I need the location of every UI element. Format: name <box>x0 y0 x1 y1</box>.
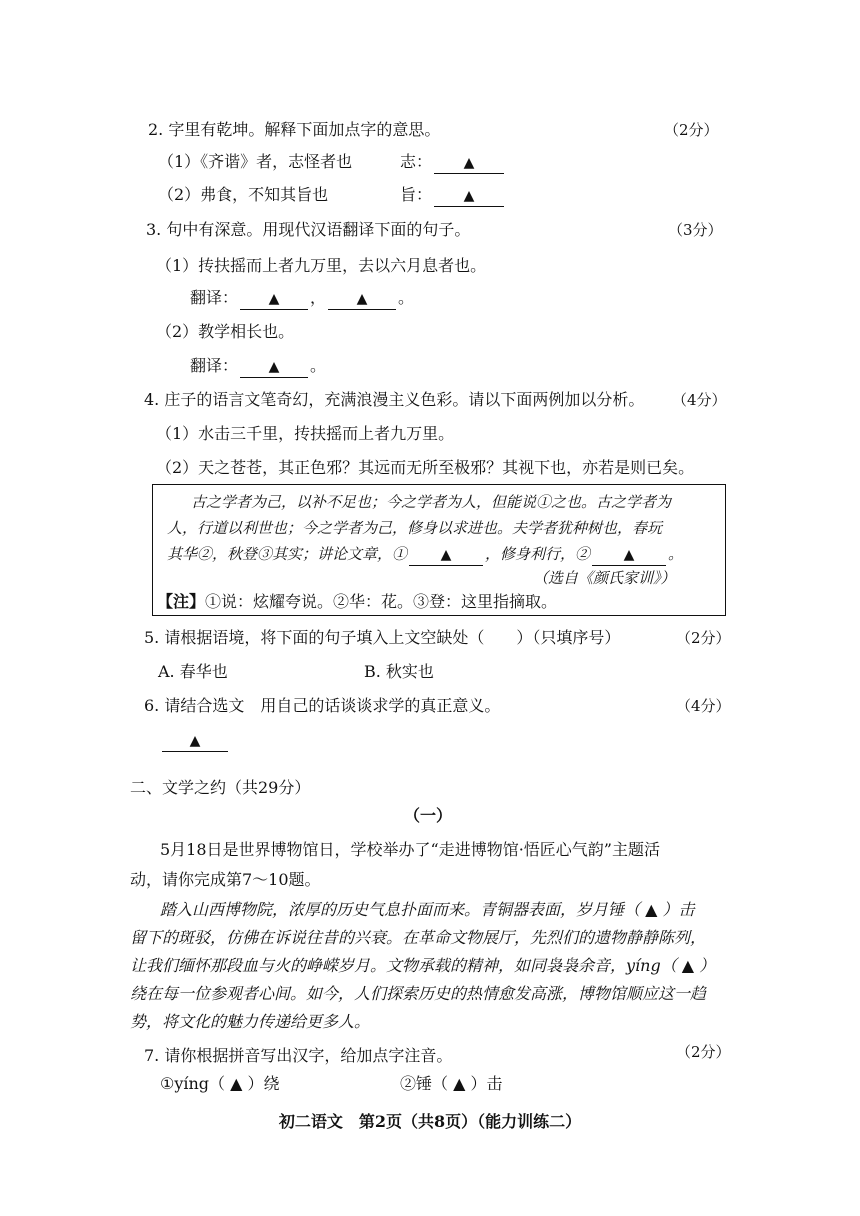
page-footer: 初二语文 第2页（共8页）（能力训练二） <box>278 1112 582 1131</box>
passage-line-3b: ，修身利行，② <box>485 545 591 563</box>
translate-label: 翻译： <box>190 356 239 375</box>
triangle-icon: ▲ <box>463 155 475 171</box>
q6-stem: 6. 请结合选文 用自己的话谈谈求学的真正意义。 <box>144 696 501 715</box>
translate-label: 翻译： <box>190 288 239 307</box>
q4-score: （4分） <box>672 391 727 409</box>
triangle-icon: ▲ <box>440 547 452 563</box>
triangle-icon: ▲ <box>268 291 280 307</box>
intro-line-2: 动，请你完成第7～10题。 <box>130 870 321 889</box>
passage-line-3a: 其华②，秋登③其实；讲论文章，① <box>167 545 408 563</box>
q4-item-2: （2）天之苍苍，其正色邪？其远而无所至极邪？其视下也，亦若是则已矣。 <box>156 458 695 477</box>
q3-score: （3分） <box>668 221 723 239</box>
reading-line-4: 绕在每一位参观者心间。如今，人们探索历史的热情愈发高涨，博物馆顺应这一趋 <box>130 984 707 1003</box>
passage-source: （选自《颜氏家训》） <box>533 569 676 587</box>
passage-line-2: 人，行道以利世也；今之学者为己，修身以求进也。夫学者犹种树也，春玩 <box>167 519 663 537</box>
answer-blank[interactable] <box>434 185 504 207</box>
q7-item-1[interactable]: ①yíng（ ▲ ）绕 <box>160 1074 280 1093</box>
answer-blank[interactable] <box>434 152 504 174</box>
note-text: ①说：炫耀夸说。②华：花。③登：这里指摘取。 <box>205 592 558 611</box>
passage-line-3 <box>167 543 683 566</box>
passage-box <box>152 484 726 616</box>
q5-option-b[interactable]: B. 秋实也 <box>364 662 434 681</box>
q3-translate-2: 翻译： ▲ 。 <box>190 354 326 378</box>
q4-item-1: （1）水击三千里，抟扶摇而上者九万里。 <box>156 424 455 443</box>
triangle-icon: ▲ <box>623 547 635 563</box>
q2-score: （2分） <box>664 121 719 139</box>
q2-item-2-answer <box>400 183 506 207</box>
intro-line-1: 5月18日是世界博物馆日，学校举办了“走进博物馆·悟匠心气韵”主题活 <box>160 840 660 859</box>
q2-item-2 <box>158 183 328 207</box>
q2-item-2-label: 旨： <box>400 185 433 204</box>
reading-line-5: 势，将文化的魅力传递给更多人。 <box>130 1012 371 1031</box>
q2-stem: 2. 字里有乾坤。解释下面加点字的意思。 <box>148 120 441 139</box>
q7-score: （2分） <box>676 1043 731 1061</box>
passage-line-1: 古之学者为己，以补不足也；今之学者为人，但能说①之也。古之学者为 <box>191 493 672 511</box>
note-tag: 【注】 <box>157 592 206 611</box>
section-2-subtitle: （一） <box>404 806 453 825</box>
reading-line-3: 让我们缅怀那段血与火的峥嵘岁月。文物承载的精神，如同袅袅余音，yíng（ ▲ ） <box>130 956 716 975</box>
q2-item-1-answer <box>400 150 506 174</box>
q6-answer <box>160 728 230 752</box>
triangle-icon: ▲ <box>356 291 368 307</box>
q5-score: （2分） <box>676 629 731 647</box>
triangle-icon: ▲ <box>189 733 201 749</box>
answer-blank[interactable] <box>240 288 308 310</box>
q6-score: （4分） <box>676 697 731 715</box>
q7-item-2[interactable]: ②锤（ ▲ ）击 <box>400 1074 503 1093</box>
answer-blank[interactable] <box>592 544 666 566</box>
q2-item-1 <box>158 150 352 174</box>
section-2-title: 二、文学之约（共29分） <box>130 778 311 797</box>
q3-stem: 3. 句中有深意。用现代汉语翻译下面的句子。 <box>146 220 471 239</box>
answer-blank[interactable] <box>409 544 483 566</box>
passage-line-3c: 。 <box>668 545 684 563</box>
q2-item-1-label: 志： <box>400 152 433 171</box>
answer-blank[interactable] <box>162 730 228 752</box>
answer-blank[interactable] <box>328 288 396 310</box>
triangle-icon: ▲ <box>268 359 280 375</box>
triangle-icon: ▲ <box>463 188 475 204</box>
q5-stem: 5. 请根据语境，将下面的句子填入上文空缺处（ ）（只填序号） <box>144 628 621 647</box>
q3-item-1: （1）抟扶摇而上者九万里，去以六月息者也。 <box>156 256 487 275</box>
answer-blank[interactable] <box>240 356 308 378</box>
q4-stem: 4. 庄子的语言文笔奇幻，充满浪漫主义色彩。请以下面两例加以分析。 <box>144 390 645 409</box>
q3-translate-1: 翻译： ▲ ， ▲ 。 <box>190 286 414 310</box>
q2-item-2-text: （2）弗食，不知其旨也 <box>158 185 329 204</box>
q2-item-1-text: （1）《齐谐》者，志怪者也 <box>158 152 353 171</box>
reading-line-1: 踏入山西博物院，浓厚的历史气息扑面而来。青铜器表面，岁月锤（ ▲ ）击 <box>160 900 695 919</box>
q3-item-2: （2）教学相长也。 <box>156 322 295 341</box>
reading-line-2: 留下的斑驳，仿佛在诉说往昔的兴衰。在革命文物展厅，先烈们的遗物静静陈列， <box>130 928 707 947</box>
q7-stem: 7. 请你根据拼音写出汉字，给加点字注音。 <box>144 1046 453 1065</box>
q5-option-a[interactable]: A. 春华也 <box>158 662 228 681</box>
passage-note <box>157 591 557 613</box>
